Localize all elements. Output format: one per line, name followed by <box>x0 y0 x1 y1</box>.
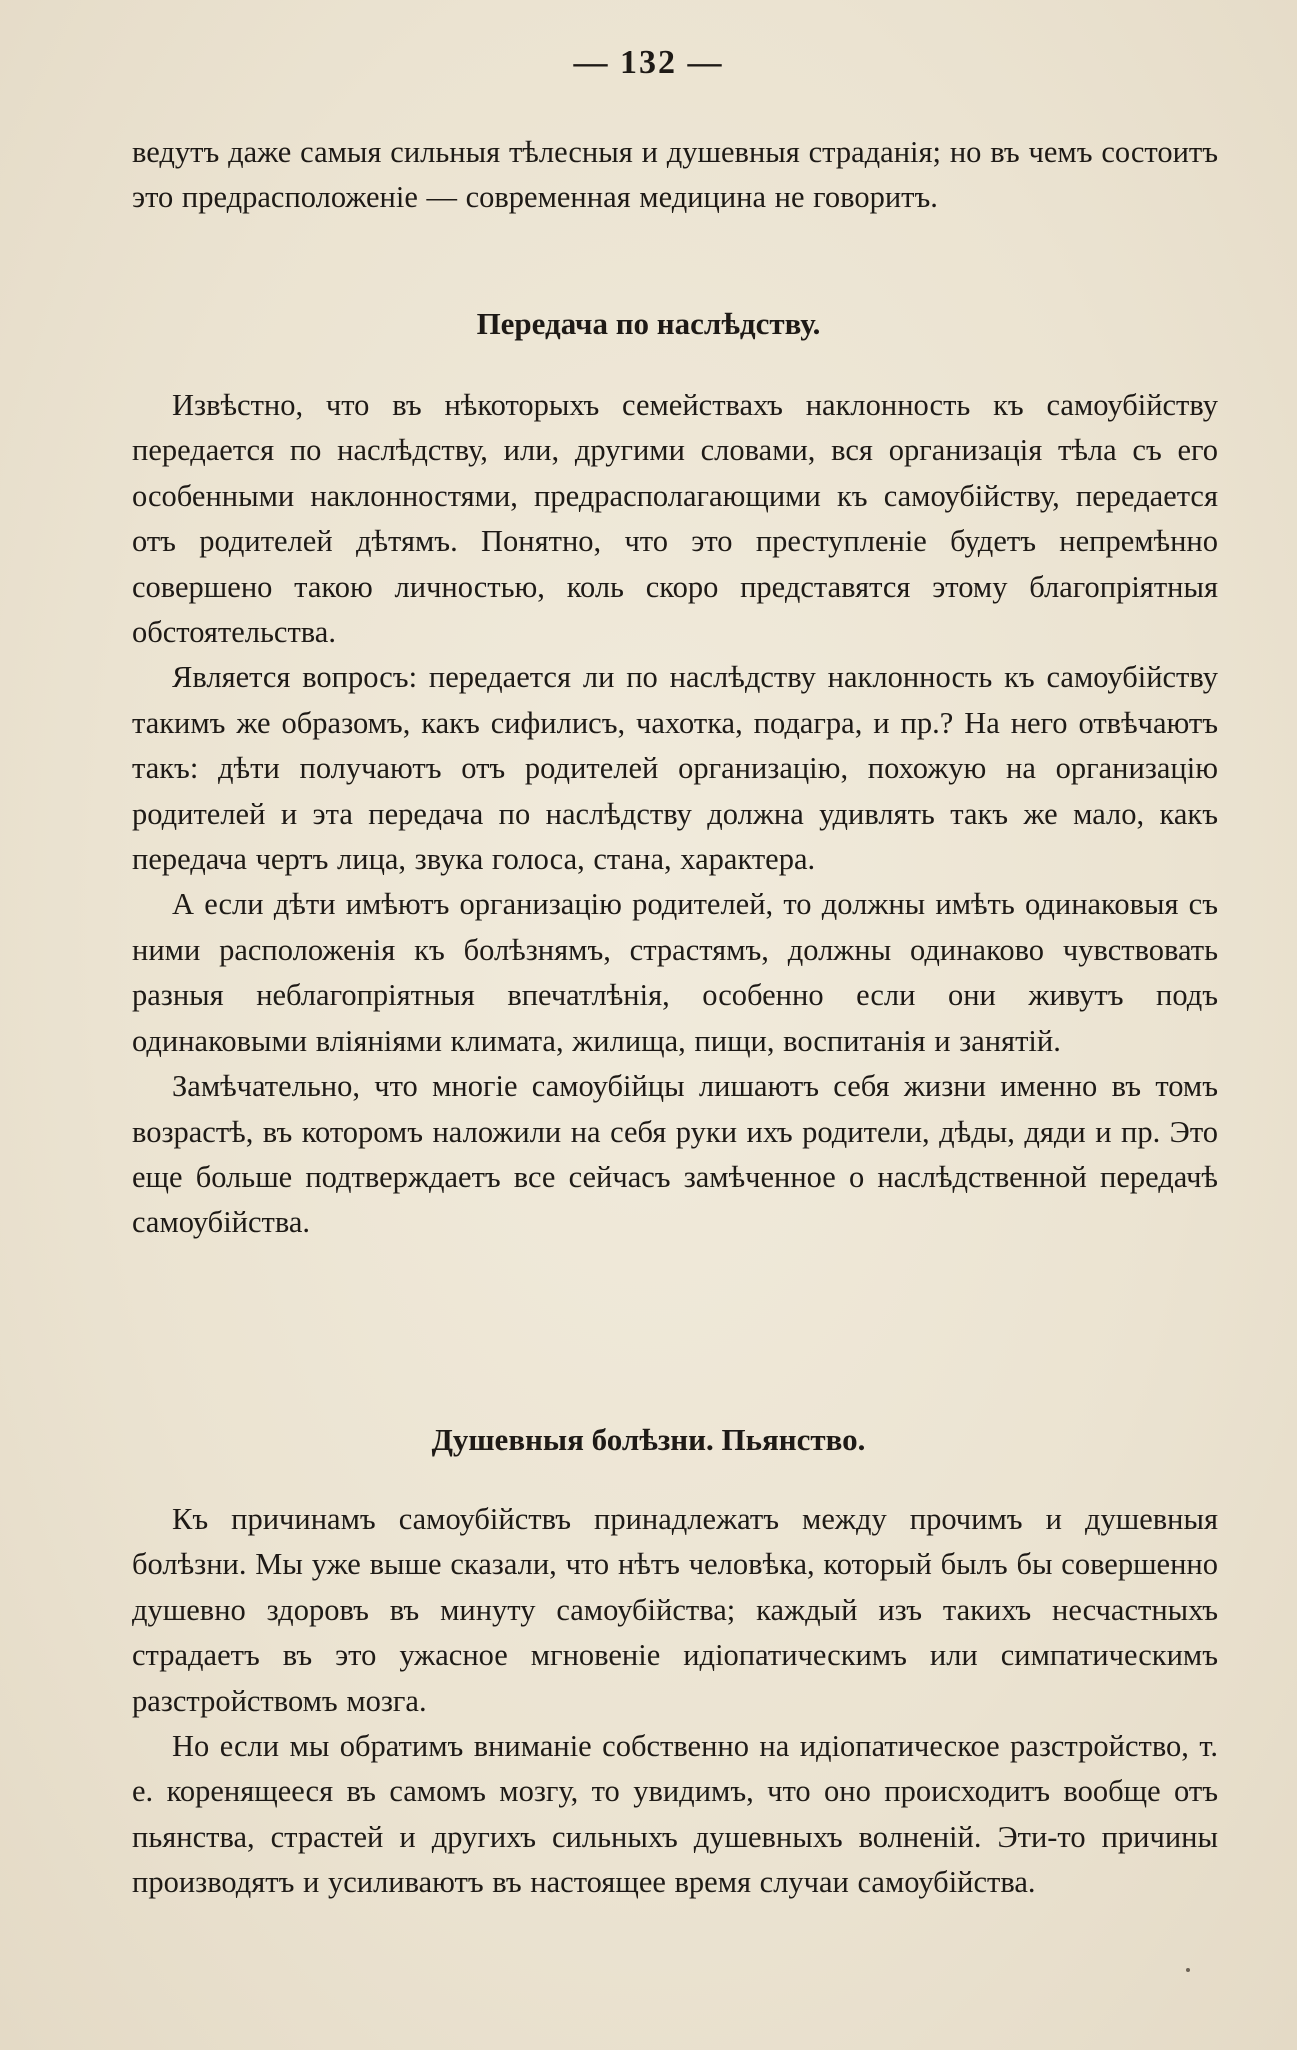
section-mental-illness-text <box>132 1497 1218 1906</box>
page-number: — 132 — <box>573 44 724 81</box>
intro-text <box>132 130 1218 221</box>
printer-dot-mark <box>1186 1968 1190 1972</box>
paragraph: Замѣчательно, что многіе самоубійцы лишаютъ себя жизни именно въ томъ возрастѣ, въ которомъ наложили на себя руки ихъ родители, дѣды, дяди и пр. Это еще больше подтверждаетъ все сейчасъ замѣченное о наслѣдственной передачѣ самоубійства. <box>132 1069 1218 1240</box>
paragraph: Но если мы обратимъ вниманіе собственно на идіопатическое разстройство, т. е. коренящееся въ самомъ мозгу, то увидимъ, что оно происходитъ вообще отъ пьянства, страстей и другихъ сильныхъ душевныхъ волненій. Эти-то причины производятъ и усиливаютъ въ настоящее время случаи самоубійства. <box>132 1729 1218 1900</box>
paragraph: Извѣстно, что въ нѣкоторыхъ семействахъ наклонность къ самоубійству передается по наслѣдству, или, другими словами, вся организація тѣла съ его особенными наклонностями, предрасполагающими къ самоубійству, передается отъ родителей дѣтямъ. Понятно, что это преступленіе будетъ непремѣнно совершено такою личностью, коль скоро представятся этому благопріятныя обстоятельства. <box>132 388 1218 650</box>
section-heading-mental-illness: Душевныя болѣзни. Пьянство. <box>431 1422 866 1457</box>
paragraph: Къ причинамъ самоубійствъ принадлежатъ между прочимъ и душевныя болѣзни. Мы уже выше сказали, что нѣтъ человѣка, который былъ бы совершенно душевно здоровъ въ минуту самоубійства; каждый изъ такихъ несчастныхъ страдаетъ въ это ужасное мгновеніе идіопатическимъ или симпатическимъ разстройствомъ мозга. <box>132 1502 1218 1718</box>
paragraph: ведутъ даже самыя сильныя тѣлесныя и душевныя страданія; но въ чемъ состоитъ это предрасположеніе — современная медицина не говоритъ. <box>132 135 1218 215</box>
paragraph: А если дѣти имѣютъ организацію родителей, то должны имѣть одинаковыя съ ними расположенія къ болѣзнямъ, страстямъ, должны одинаково чувствовать разныя неблагопріятныя впечатлѣнія, особенно если они живутъ подъ одинаковыми вліяніями климата, жилища, пищи, воспитанія и занятій. <box>132 887 1218 1058</box>
section-heredity-text <box>132 383 1218 1246</box>
paragraph: Является вопросъ: передается ли по наслѣдству наклонность къ самоубійству такимъ же образомъ, какъ сифилисъ, чахотка, подагра, и пр.? На него отвѣчаютъ такъ: дѣти получаютъ отъ родителей организацію, похожую на организацію родителей и эта передача по наслѣдству должна удивлять такъ же мало, какъ передача чертъ лица, звука голоса, стана, характера. <box>132 660 1218 877</box>
section-heading-heredity: Передача по наслѣдству. <box>476 306 821 341</box>
